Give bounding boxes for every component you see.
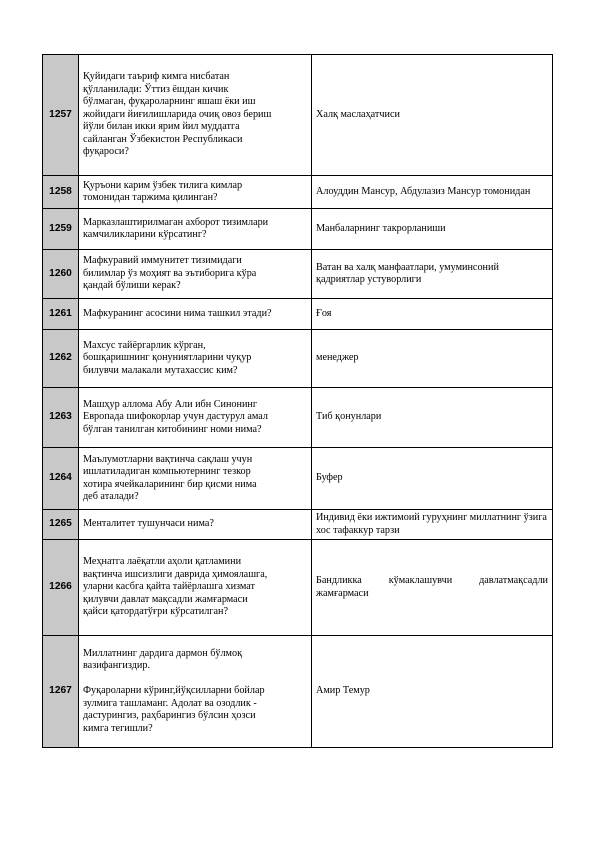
question-line: қайси қатордатўғри кўрсатилган? [83,606,228,618]
question-line: билувчи малакали мутахассис ким? [83,364,238,376]
question-line: қўлланилади: Ўттиз ёшдан кичик [83,83,229,95]
question-line: қилувчи давлат мақсадли жамғармаси [83,593,248,605]
question-line: билимлар ўз моҳият ва эътиборига кўра [83,267,257,279]
question-cell [79,209,312,250]
row-number: 1260 [43,250,79,299]
answer-cell: Буфер [312,448,553,510]
question-line: уларни касбга қайта тайёрлашга хизмат [83,581,255,593]
answer-cell: менеджер [312,330,553,388]
table-row [43,540,553,636]
question-line: Мафкуравий иммунитет тизимидаги [83,255,242,267]
row-number: 1257 [43,55,79,176]
answer-cell: Манбаларнинг такрорланиши [312,209,553,250]
question-line: Машҳур аллома Абу Али ибн Синонинг [83,398,258,410]
question-line: фуқароси? [83,146,129,158]
question-cell [79,540,312,636]
question-line: хотира ячейкаларининг бир қисми нима [83,478,257,490]
question-cell [79,55,312,176]
question-cell [79,448,312,510]
row-number: 1264 [43,448,79,510]
question-line: камчиликларини кўрсатинг? [83,229,207,240]
question-line: Қуръони карим ўзбек тилига кимлар [83,179,243,191]
questions-table [42,54,553,748]
row-number: 1262 [43,330,79,388]
row-number: 1266 [43,540,79,636]
table-row [43,388,553,448]
question-cell [79,510,312,540]
row-number: 1265 [43,510,79,540]
question-line: Фуқароларни кўринг,йўқсилларни бойлар [83,685,265,697]
table-row [43,448,553,510]
question-line: қандай бўлиши керак? [83,280,181,292]
question-line: Маълумотларни вақтинча сақлаш учун [83,453,253,465]
table-row [43,209,553,250]
question-line: йўли билан икки ярим йил муддатга [83,121,240,133]
question-cell [79,388,312,448]
question-line: Махсус тайёргарлик кўрган, [83,339,206,351]
question-line: кимга тегишли? [83,722,153,734]
question-line: Европада шифокорлар учун дастурул амал [83,411,268,423]
answer-cell: Индивид ёки ижтимоий гуруҳнинг миллатнинг ўзига хос тафаккур тарзи [312,510,553,540]
question-line [83,673,307,686]
question-line: бошқаришнинг қонуниятларини чуқур [83,352,252,364]
question-line: жойидаги йиғилишларида очиқ овоз бериш [83,108,272,120]
question-cell [79,176,312,209]
answer-cell: Тиб қонунлари [312,388,553,448]
answer-cell: Бандликка кўмаклашувчи давлатмақсадли жамғармаси [312,540,553,636]
question-line: деб аталади? [83,491,139,502]
row-number: 1263 [43,388,79,448]
answer-cell: Халқ маслаҳатчиси [312,55,553,176]
question-cell [79,330,312,388]
question-line: Қуйидаги таъриф кимга нисбатан [83,71,230,83]
table-row [43,330,553,388]
question-line: Меҳнатга лаёқатли аҳоли қатламини [83,556,242,568]
question-line: бўлган танилган китобининг номи нима? [83,423,262,435]
question-line: дастурингиз, раҳбарингиз бўлсин ҳозси [83,710,256,722]
question-line: томонидан таржима қилинган? [83,192,218,203]
question-line: сайланган Ўзбекистон Республикаси [83,133,243,145]
table-row [43,250,553,299]
row-number: 1267 [43,636,79,748]
question-line: вазифангиздир. [83,660,150,672]
question-line: Менталитет тушунчаси нима? [83,518,214,530]
table-row [43,55,553,176]
table-row [43,299,553,330]
answer-cell: Алоуддин Мансур, Абдулазиз Мансур томонидан [312,176,553,209]
question-line: зулмига ташламанг. Адолат ва озодлик - [83,697,257,709]
question-line: Мафкуранинг асосини нима ташкил этади? [83,307,272,319]
row-number: 1259 [43,209,79,250]
question-line: бўлмаган, фуқароларнинг яшаш ёки иш [83,96,256,108]
questions-table-body [43,55,553,748]
answer-cell: Ғоя [312,299,553,330]
table-row [43,636,553,748]
answer-cell: Амир Темур [312,636,553,748]
question-line: Марказлаштирилмаган ахборот тизимлари [83,216,269,228]
question-line: вақтинча ишсизлиги даврида ҳимоялашга, [83,568,268,580]
answer-cell: Ватан ва халқ манфаатлари, умуминсоний қадриятлар устуворлиги [312,250,553,299]
question-line: ишлатиладиган компьютернинг тезкор [83,466,251,477]
question-cell [79,250,312,299]
table-row [43,510,553,540]
question-line: Миллатнинг дардига дармон бўлмоқ [83,647,243,659]
table-row [43,176,553,209]
question-cell [79,299,312,330]
row-number: 1261 [43,299,79,330]
row-number: 1258 [43,176,79,209]
question-cell [79,636,312,748]
